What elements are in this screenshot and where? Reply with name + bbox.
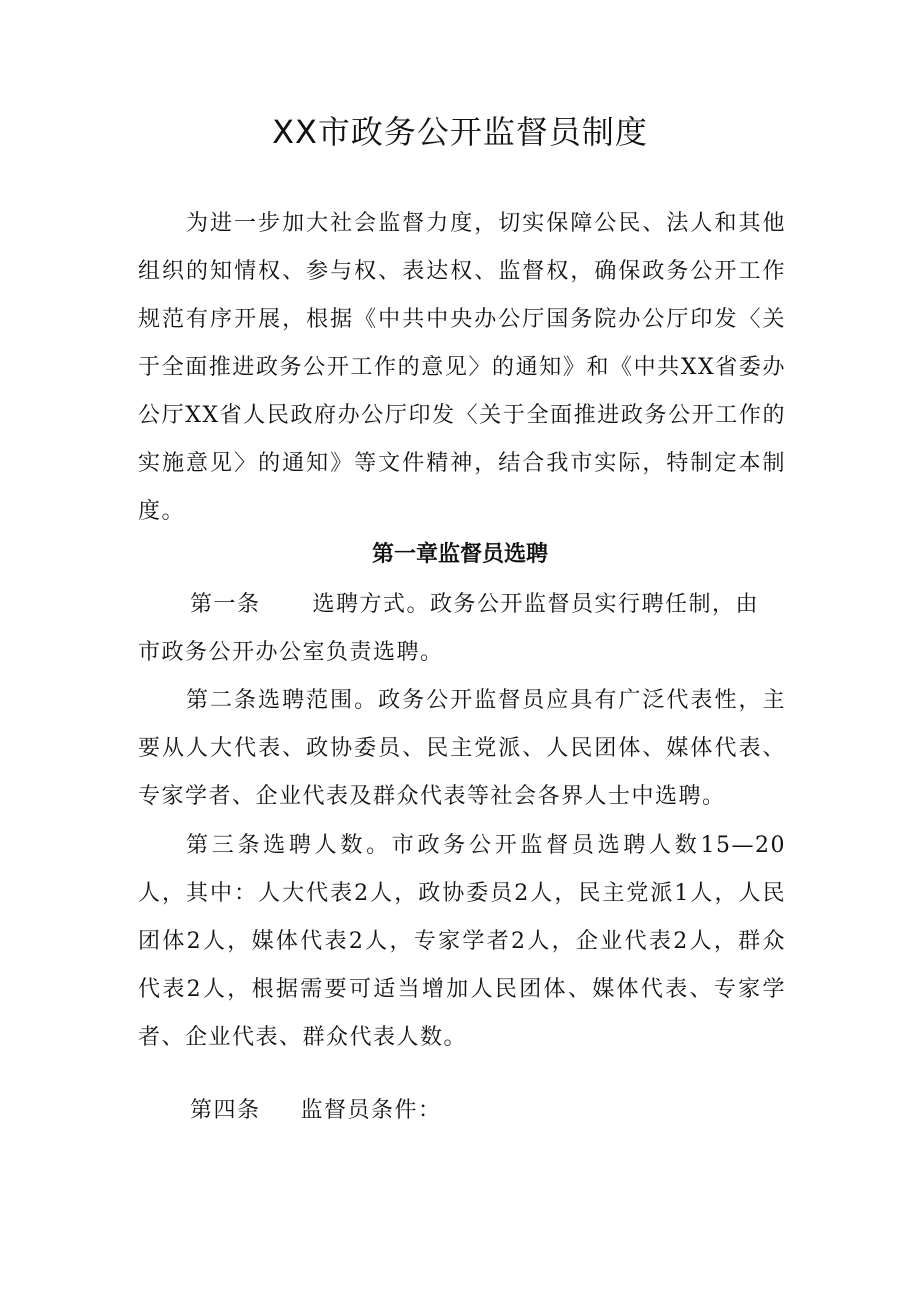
article-4-text: 监督员条件：: [300, 1098, 442, 1123]
article-1-continuation: 市政务公开办公室负责选聘。: [138, 640, 444, 665]
document-title: XX市政务公开监督员制度: [272, 113, 648, 151]
article-2-paragraph: 第二条选聘范围。政务公开监督员应具有广泛代表性，主要从人大代表、政协委员、民主党派、人民团体、媒体代表、专家学者、企业代表及群众代表等社会各界人士中选聘。: [138, 688, 786, 809]
article-3-paragraph: 第三条选聘人数。市政务公开监督员选聘人数15—20人，其中：人大代表2人，政协委员2人，民主党派1人，人民团体2人，媒体代表2人，专家学者2人，企业代表2人，群众代表2人，根据需要可适当增加人民团体、媒体代表、专家学者、企业代表、群众代表人数。: [138, 833, 786, 1050]
article-4-line: [190, 1087, 442, 1135]
chapter-heading: 第一章监督员选聘: [371, 542, 548, 567]
article-1-text: 选聘方式。政务公开监督员实行聘任制，由: [312, 592, 760, 617]
article-1-line: [190, 581, 759, 629]
article-4-label: 第四条: [190, 1098, 261, 1123]
article-1-label: 第一条: [190, 592, 261, 617]
intro-paragraph: 为进一步加大社会监督力度，切实保障公民、法人和其他组织的知情权、参与权、表达权、监督权，确保政务公开工作规范有序开展，根据《中共中央办公厅国务院办公厅印发〈关于全面推进政务公开工作的意见〉的通知》和《中共XX省委办公厅XX省人民政府办公厅印发〈关于全面推进政务公开工作的实施意见〉的通知》等文件精神，结合我市实际，特制定本制度。: [138, 211, 786, 524]
